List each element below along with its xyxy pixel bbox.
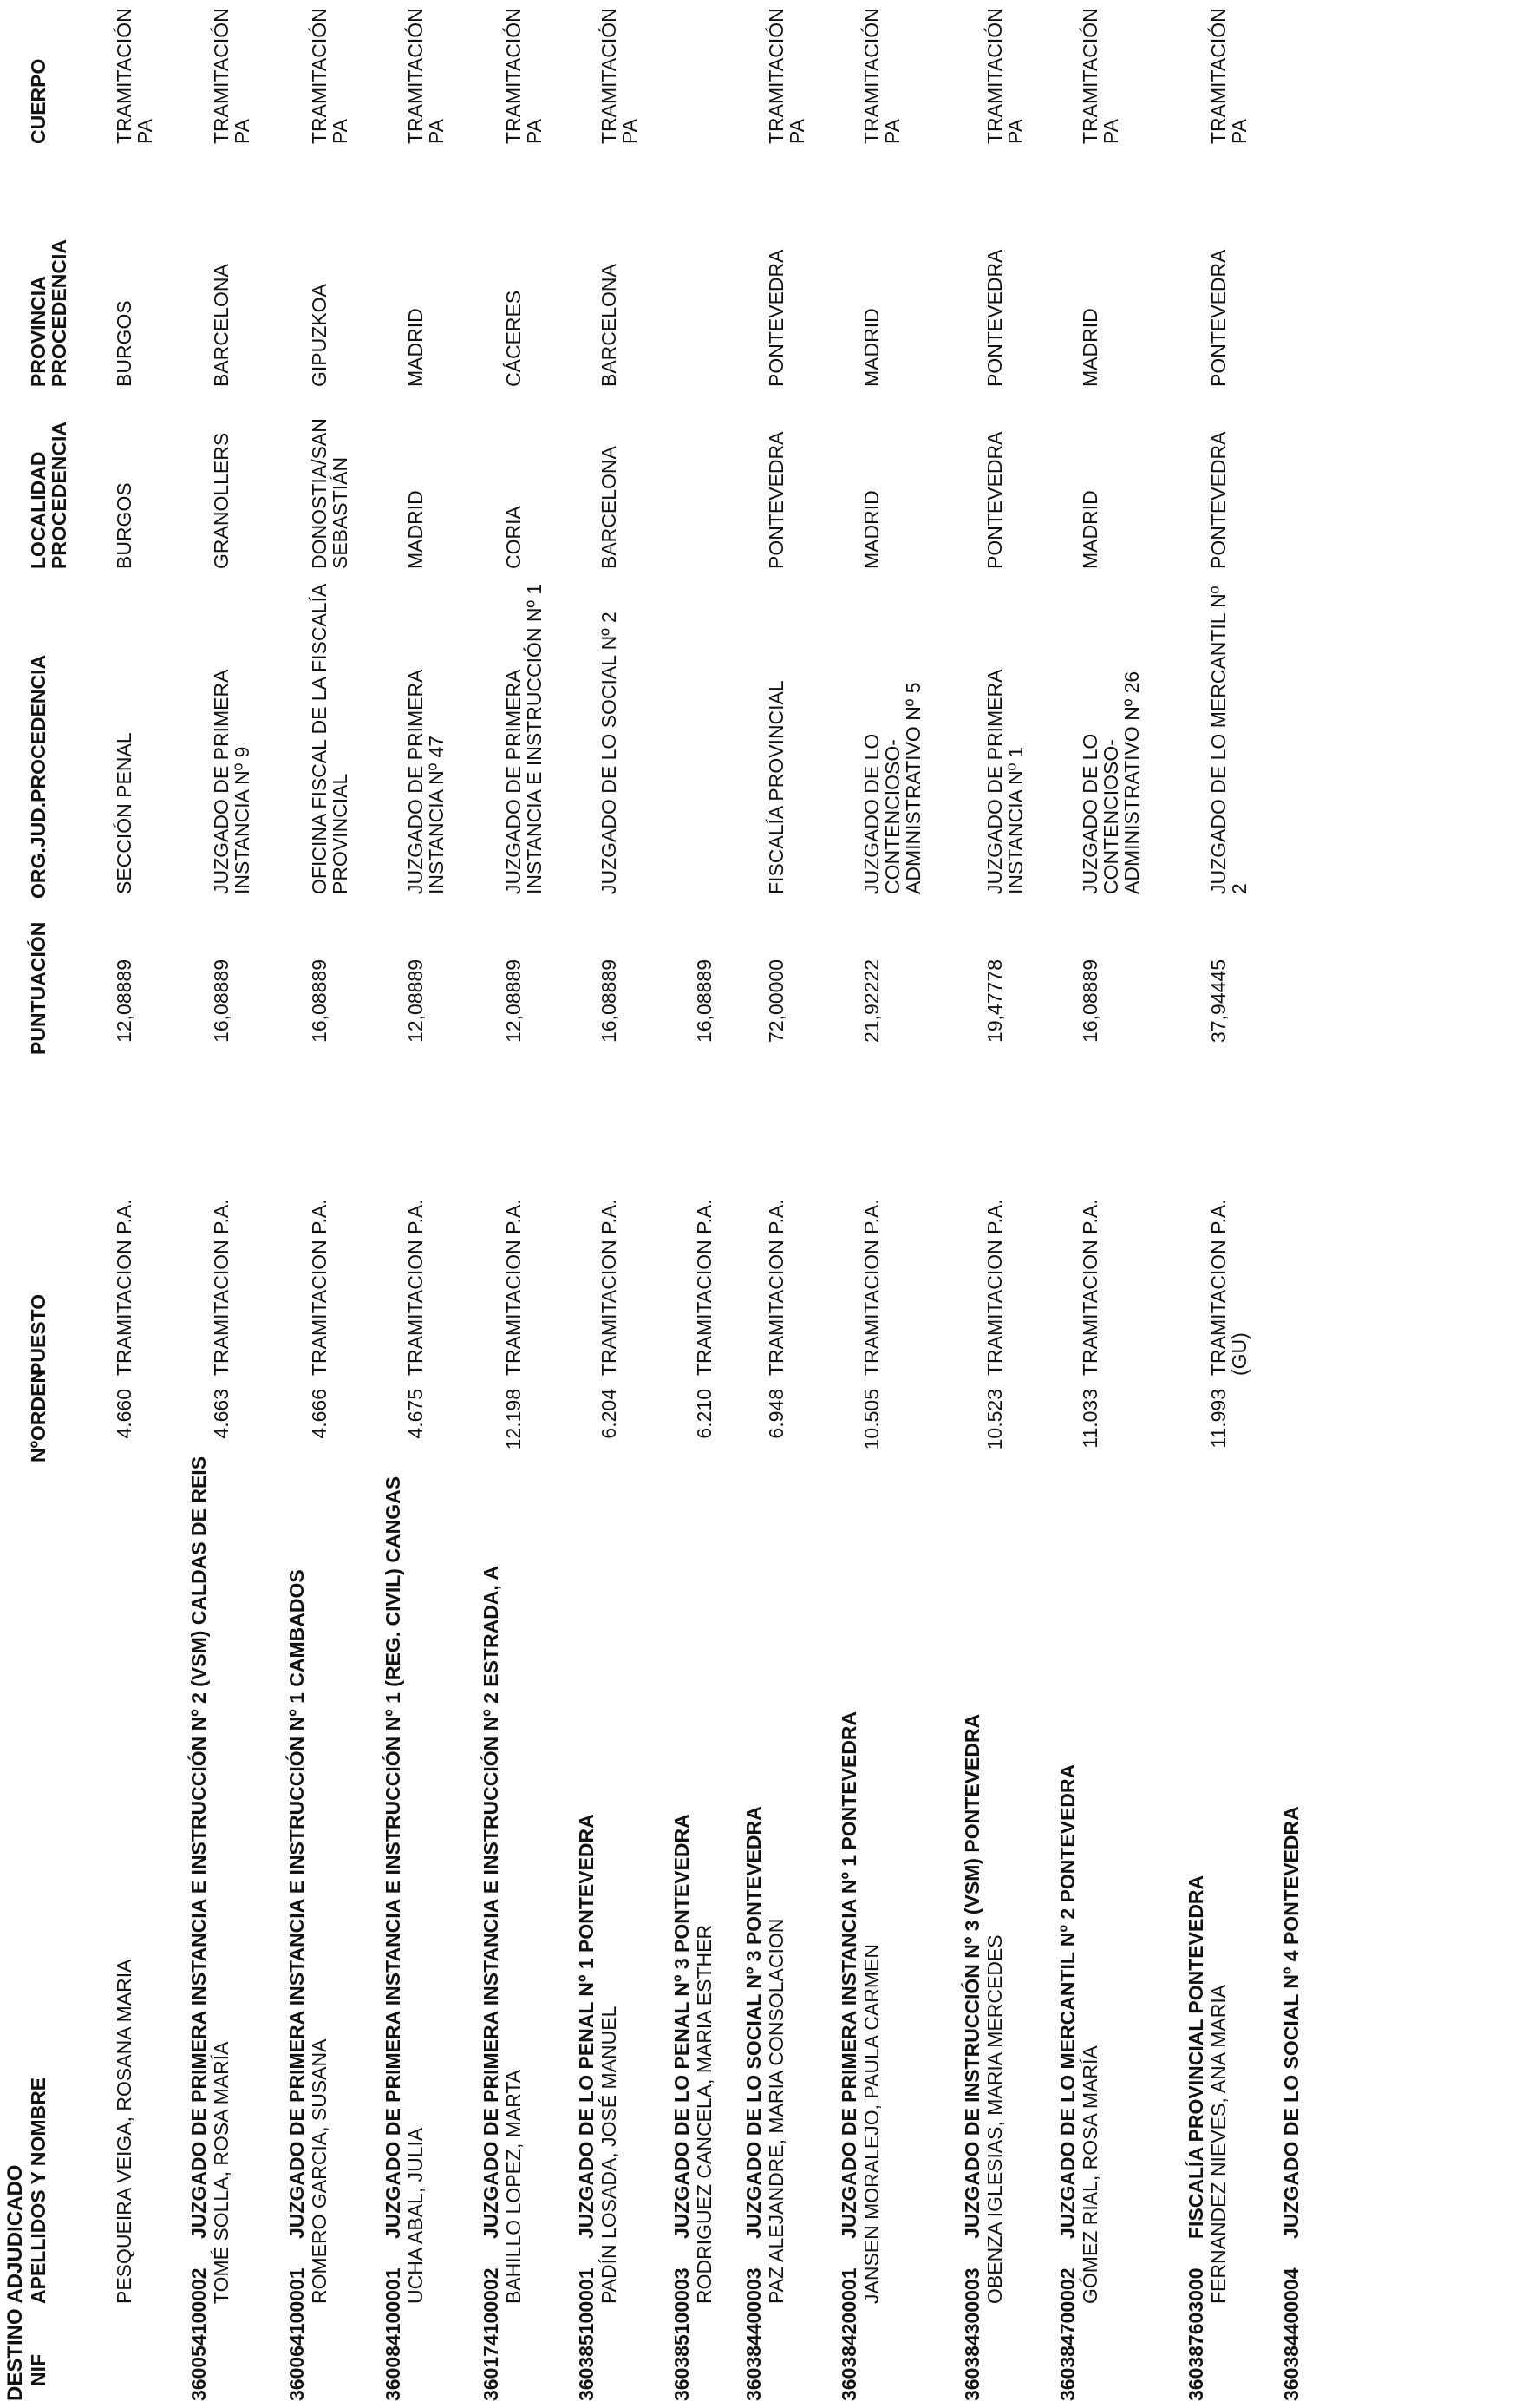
cell-organo: JUZGADO DE PRIMERA INSTANCIA E INSTRUCCIÓN Nº 1 <box>502 583 545 894</box>
cell-nombre: PAZ ALEJANDRE, MARIA CONSOLACION <box>765 1918 787 2304</box>
group-nif: 360084100001 <box>382 2267 404 2401</box>
cell-puntuacion: 19,47778 <box>983 959 1006 1043</box>
cell-orden: 10.505 <box>860 1389 883 1450</box>
cell-nombre: FERNANDEZ NIEVES, ANA MARIA <box>1207 1984 1230 2304</box>
header-puntuacion: PUNTUACIÓN <box>27 921 49 1055</box>
cell-orden: 4.663 <box>210 1389 232 1439</box>
cell-cuerpo: TRAMITACIÓN PA <box>1207 8 1251 144</box>
cell-puesto: TRAMITACION P.A. <box>693 1199 715 1376</box>
group-destino: JUZGADO DE INSTRUCCIÓN Nº 3 (VSM) PONTEVEDRA <box>961 1713 983 2239</box>
group-nif: 360387603000 <box>1185 2267 1207 2401</box>
cell-nombre: ROMERO GARCIA, SUSANA <box>308 2038 330 2304</box>
group-nif: 360054100002 <box>187 2267 210 2401</box>
group-destino: FISCALÍA PROVINCIAL PONTEVEDRA <box>1185 1875 1207 2239</box>
group-destino: JUZGADO DE PRIMERA INSTANCIA Nº 1 PONTEVEDRA <box>838 1711 860 2239</box>
cell-puesto: TRAMITACION P.A. <box>983 1199 1006 1376</box>
cell-puntuacion: 21,92222 <box>860 959 883 1043</box>
cell-orden: 11.033 <box>1079 1389 1101 1449</box>
header-nif: NIF <box>27 2353 49 2386</box>
cell-organo: SECCIÓN PENAL <box>113 732 135 894</box>
cell-localidad: CORIA <box>502 506 525 569</box>
cell-puesto: TRAMITACION P.A. (GU) <box>1207 1199 1251 1376</box>
cell-provincia: PONTEVEDRA <box>765 249 787 387</box>
cell-puesto: TRAMITACION P.A. <box>765 1199 787 1376</box>
cell-provincia: GIPUZKOA <box>308 284 330 387</box>
cell-orden: 11.993 <box>1207 1389 1230 1449</box>
cell-nombre: GÓMEZ RIAL, ROSA MARÍA <box>1079 2045 1101 2304</box>
cell-orden: 4.660 <box>113 1389 135 1439</box>
group-nif: 360384700002 <box>1056 2267 1079 2401</box>
cell-cuerpo: TRAMITACIÓN PA <box>502 8 545 144</box>
cell-organo: JUZGADO DE LO MERCANTIL Nº 2 <box>1207 586 1251 894</box>
cell-puesto: TRAMITACION P.A. <box>308 1199 330 1376</box>
group-destino: JUZGADO DE LO SOCIAL Nº 3 PONTEVEDRA <box>742 1806 765 2239</box>
cell-cuerpo: TRAMITACIÓN PA <box>598 8 641 144</box>
cell-provincia: BARCELONA <box>598 264 620 387</box>
cell-puntuacion: 12,08889 <box>502 959 525 1043</box>
cell-cuerpo: TRAMITACIÓN PA <box>1079 8 1122 144</box>
cell-organo: JUZGADO DE PRIMERA INSTANCIA Nº 1 <box>983 670 1027 894</box>
group-destino: JUZGADO DE PRIMERA INSTANCIA E INSTRUCCIÓN Nº 1 (REG. CIVIL) CANGAS <box>382 1476 404 2239</box>
cell-cuerpo: TRAMITACIÓN PA <box>308 8 351 144</box>
group-nif: 360064100001 <box>285 2267 308 2401</box>
cell-organo: JUZGADO DE LO SOCIAL Nº 2 <box>598 612 620 894</box>
cell-orden: 12.198 <box>502 1389 525 1450</box>
group-destino: JUZGADO DE LO PENAL Nº 1 PONTEVEDRA <box>575 1814 598 2239</box>
cell-provincia: MADRID <box>1079 308 1101 387</box>
cell-organo: JUZGADO DE PRIMERA INSTANCIA Nº 9 <box>210 670 253 894</box>
cell-cuerpo: TRAMITACIÓN PA <box>113 8 156 144</box>
cell-localidad: MADRID <box>404 490 427 569</box>
group-destino: JUZGADO DE LO MERCANTIL Nº 2 PONTEVEDRA <box>1056 1763 1079 2239</box>
cell-organo: OFICINA FISCAL DE LA FISCALÍA PROVINCIAL <box>308 584 351 894</box>
cell-puntuacion: 37,94445 <box>1207 959 1230 1043</box>
cell-cuerpo: TRAMITACIÓN PA <box>860 8 904 144</box>
cell-puntuacion: 12,08889 <box>113 959 135 1043</box>
cell-puntuacion: 72,00000 <box>765 959 787 1043</box>
cell-provincia: PONTEVEDRA <box>1207 249 1230 387</box>
cell-nombre: UCHA ABAL, JULIA <box>404 2127 427 2304</box>
cell-provincia: MADRID <box>860 308 883 387</box>
cell-orden: 6.948 <box>765 1389 787 1439</box>
cell-provincia: MADRID <box>404 308 427 387</box>
cell-nombre: JANSEN MORALEJO, PAULA CARMEN <box>860 1944 883 2304</box>
group-nif: 360384400004 <box>1280 2267 1303 2401</box>
cell-organo: FISCALÍA PROVINCIAL <box>765 680 787 894</box>
group-destino: JUZGADO DE PRIMERA INSTANCIA E INSTRUCCIÓN Nº 1 CAMBADOS <box>285 1569 308 2239</box>
cell-provincia: PONTEVEDRA <box>983 249 1006 387</box>
cell-organo: JUZGADO DE LO CONTENCIOSO-ADMINISTRATIVO Nº 5 <box>860 682 924 894</box>
cell-localidad: MADRID <box>860 490 883 569</box>
cell-puesto: TRAMITACION P.A. <box>210 1199 232 1376</box>
cell-puesto: TRAMITACION P.A. <box>598 1199 620 1376</box>
cell-provincia: BURGOS <box>113 300 135 387</box>
cell-localidad: PONTEVEDRA <box>1207 431 1230 569</box>
cell-puntuacion: 16,08889 <box>598 959 620 1043</box>
cell-orden: 4.675 <box>404 1389 427 1439</box>
group-nif: 360384400003 <box>742 2267 765 2401</box>
header-apellidos: APELLIDOS Y NOMBRE <box>27 2077 49 2304</box>
cell-puntuacion: 16,08889 <box>308 959 330 1043</box>
cell-localidad: BARCELONA <box>598 446 620 569</box>
cell-nombre: RODRIGUEZ CANCELA, MARIA ESTHER <box>693 1924 715 2304</box>
group-nif: 360384200001 <box>838 2267 860 2401</box>
cell-puesto: TRAMITACION P.A. <box>860 1199 883 1376</box>
cell-localidad: MADRID <box>1079 490 1101 569</box>
cell-provincia: CÁCERES <box>502 290 525 387</box>
cell-puntuacion: 16,08889 <box>210 959 232 1043</box>
group-nif: 360174100002 <box>480 2267 502 2401</box>
cell-puesto: TRAMITACION P.A. <box>113 1199 135 1376</box>
cell-puesto: TRAMITACION P.A. <box>404 1199 427 1376</box>
group-nif: 360384300003 <box>961 2267 983 2401</box>
header-organo: ORG.JUD.PROCEDENCIA <box>27 654 49 899</box>
cell-localidad: PONTEVEDRA <box>983 431 1006 569</box>
cell-provincia: BARCELONA <box>210 264 232 387</box>
cell-nombre: TOMÉ SOLLA, ROSA MARÍA <box>210 2041 232 2304</box>
header-provincia: PROVINCIA PROCEDENCIA <box>27 239 70 387</box>
cell-cuerpo: TRAMITACIÓN PA <box>765 8 808 144</box>
cell-nombre: BAHILLO LOPEZ, MARTA <box>502 2069 525 2304</box>
header-localidad: LOCALIDAD PROCEDENCIA <box>27 422 70 569</box>
cell-orden: 10.523 <box>983 1389 1006 1450</box>
cell-localidad: GRANOLLERS <box>210 432 232 569</box>
cell-nombre: OBENZA IGLESIAS, MARIA MERCEDES <box>983 1934 1006 2304</box>
header-norden: NºORDEN <box>27 1368 49 1462</box>
cell-orden: 6.210 <box>693 1389 715 1439</box>
header-cuerpo: CUERPO <box>27 58 49 144</box>
page-title: DESTINO ADJUDICADO <box>3 2164 27 2401</box>
cell-localidad: BURGOS <box>113 482 135 569</box>
cell-cuerpo: TRAMITACIÓN PA <box>210 8 253 144</box>
header-puesto: PUESTO <box>27 1293 49 1376</box>
cell-localidad: DONOSTIA/SAN SEBASTIÁN <box>308 418 351 569</box>
cell-orden: 4.666 <box>308 1389 330 1439</box>
cell-puntuacion: 16,08889 <box>1079 959 1101 1043</box>
cell-puntuacion: 16,08889 <box>693 959 715 1043</box>
cell-cuerpo: TRAMITACIÓN PA <box>404 8 447 144</box>
cell-orden: 6.204 <box>598 1389 620 1439</box>
group-destino: JUZGADO DE PRIMERA INSTANCIA E INSTRUCCIÓN Nº 2 ESTRADA, A <box>480 1566 502 2239</box>
group-destino: JUZGADO DE LO PENAL Nº 3 PONTEVEDRA <box>670 1814 693 2239</box>
cell-organo: JUZGADO DE PRIMERA INSTANCIA Nº 47 <box>404 670 447 894</box>
cell-organo: JUZGADO DE LO CONTENCIOSO-ADMINISTRATIVO Nº 26 <box>1079 671 1143 894</box>
group-nif: 360385100001 <box>575 2267 598 2401</box>
cell-localidad: PONTEVEDRA <box>765 431 787 569</box>
group-nif: 360385100003 <box>670 2267 693 2401</box>
cell-puesto: TRAMITACION P.A. <box>502 1199 525 1376</box>
cell-puesto: TRAMITACION P.A. <box>1079 1199 1101 1376</box>
cell-cuerpo: TRAMITACIÓN PA <box>983 8 1027 144</box>
group-destino: JUZGADO DE LO SOCIAL Nº 4 PONTEVEDRA <box>1280 1806 1303 2239</box>
cell-puntuacion: 12,08889 <box>404 959 427 1043</box>
cell-nombre: PESQUEIRA VEIGA, ROSANA MARIA <box>113 1959 135 2304</box>
cell-nombre: PADÍN LOSADA, JOSÉ MANUEL <box>598 2006 620 2304</box>
group-destino: JUZGADO DE PRIMERA INSTANCIA E INSTRUCCIÓN Nº 2 (VSM) CALDAS DE REIS <box>187 1456 210 2239</box>
